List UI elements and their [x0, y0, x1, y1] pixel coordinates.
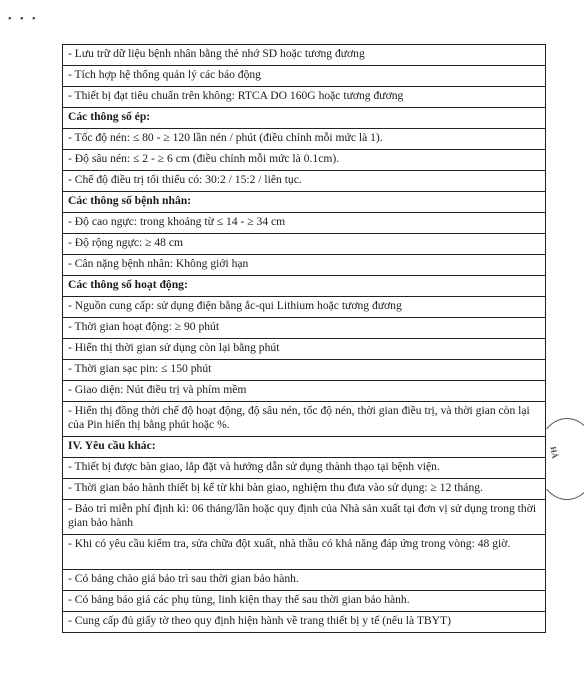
section-heading: Các thông số hoạt động:	[63, 276, 546, 297]
spec-row	[63, 255, 546, 276]
section-heading-row	[63, 108, 546, 129]
spec-text: - Nguồn cung cấp: sử dụng điện bằng ắc-qui Lithium hoặc tương đương	[63, 297, 546, 318]
spec-text: - Hiển thị đồng thời chế độ hoạt động, độ sâu nén, tốc độ nén, thời gian điều trị, và thời gian còn lại của Pin hiển thị bằng phút hoặc %.	[63, 402, 546, 437]
spec-text: - Thiết bị đạt tiêu chuẩn trên không: RTCA DO 160G hoặc tương đương	[63, 87, 546, 108]
spec-text: - Độ rộng ngực: ≥ 48 cm	[63, 234, 546, 255]
spec-row	[63, 66, 546, 87]
spec-row	[63, 318, 546, 339]
section-heading: Các thông số bệnh nhân:	[63, 192, 546, 213]
spec-row	[63, 150, 546, 171]
corner-marks: • • •	[8, 14, 39, 25]
spec-text: - Cung cấp đủ giấy tờ theo quy định hiện hành về trang thiết bị y tế (nếu là TBYT)	[63, 612, 546, 633]
spec-text: - Tích hợp hệ thống quản lý các báo động	[63, 66, 546, 87]
spec-row	[63, 234, 546, 255]
spec-text: - Có bảng báo giá các phụ tùng, linh kiện thay thế sau thời gian bảo hành.	[63, 591, 546, 612]
spec-text: - Giao diện: Nút điều trị và phím mềm	[63, 381, 546, 402]
spec-text: - Có bảng chào giá bảo trì sau thời gian bảo hành.	[63, 570, 546, 591]
spec-row	[63, 360, 546, 381]
spec-text: - Hiển thị thời gian sử dụng còn lại bằng phút	[63, 339, 546, 360]
spec-row	[63, 535, 546, 570]
spec-row	[63, 339, 546, 360]
spec-text: - Khi có yêu cầu kiểm tra, sửa chữa đột xuất, nhà thầu có khả năng đáp ứng trong vòng: 48 giờ.	[63, 535, 546, 570]
section-heading: Các thông số ép:	[63, 108, 546, 129]
spec-row	[63, 45, 546, 66]
spec-text: - Bảo trì miễn phí định kì: 06 tháng/lần hoặc quy định của Nhà sản xuất tại đơn vị sử dụng trong thời gian bảo hành	[63, 500, 546, 535]
spec-text: - Thiết bị được bàn giao, lắp đặt và hướng dẫn sử dụng thành thạo tại bệnh viện.	[63, 458, 546, 479]
spec-row	[63, 570, 546, 591]
spec-text: - Thời gian sạc pin: ≤ 150 phút	[63, 360, 546, 381]
spec-text: - Lưu trữ dữ liệu bệnh nhân bằng thẻ nhớ SD hoặc tương đương	[63, 45, 546, 66]
spec-row	[63, 500, 546, 535]
spec-text: - Độ sâu nén: ≤ 2 - ≥ 6 cm (điều chỉnh mỗi mức là 0.1cm).	[63, 150, 546, 171]
spec-text: - Thời gian hoạt động: ≥ 90 phút	[63, 318, 546, 339]
spec-row	[63, 87, 546, 108]
section-heading-row	[63, 192, 546, 213]
specification-table	[62, 44, 546, 633]
section-heading-row	[63, 276, 546, 297]
spec-row	[63, 402, 546, 437]
stamp-text: HÀ	[548, 445, 560, 460]
section-heading-row	[63, 437, 546, 458]
spec-row	[63, 479, 546, 500]
spec-row	[63, 129, 546, 150]
spec-text: - Độ cao ngực: trong khoảng từ ≤ 14 - ≥ 34 cm	[63, 213, 546, 234]
spec-text: - Thời gian bảo hành thiết bị kể từ khi bàn giao, nghiệm thu đưa vào sử dụng: ≥ 12 tháng.	[63, 479, 546, 500]
spec-row	[63, 612, 546, 633]
spec-row	[63, 458, 546, 479]
spec-text: - Chế độ điều trị tối thiểu có: 30:2 / 15:2 / liên tục.	[63, 171, 546, 192]
spec-row	[63, 381, 546, 402]
section-heading: IV. Yêu cầu khác:	[63, 437, 546, 458]
spec-row	[63, 171, 546, 192]
spec-text: - Tốc độ nén: ≤ 80 - ≥ 120 lần nén / phút (điều chỉnh mỗi mức là 1).	[63, 129, 546, 150]
spec-row	[63, 297, 546, 318]
spec-row	[63, 213, 546, 234]
spec-row	[63, 591, 546, 612]
spec-text: - Cân nặng bệnh nhân: Không giới hạn	[63, 255, 546, 276]
